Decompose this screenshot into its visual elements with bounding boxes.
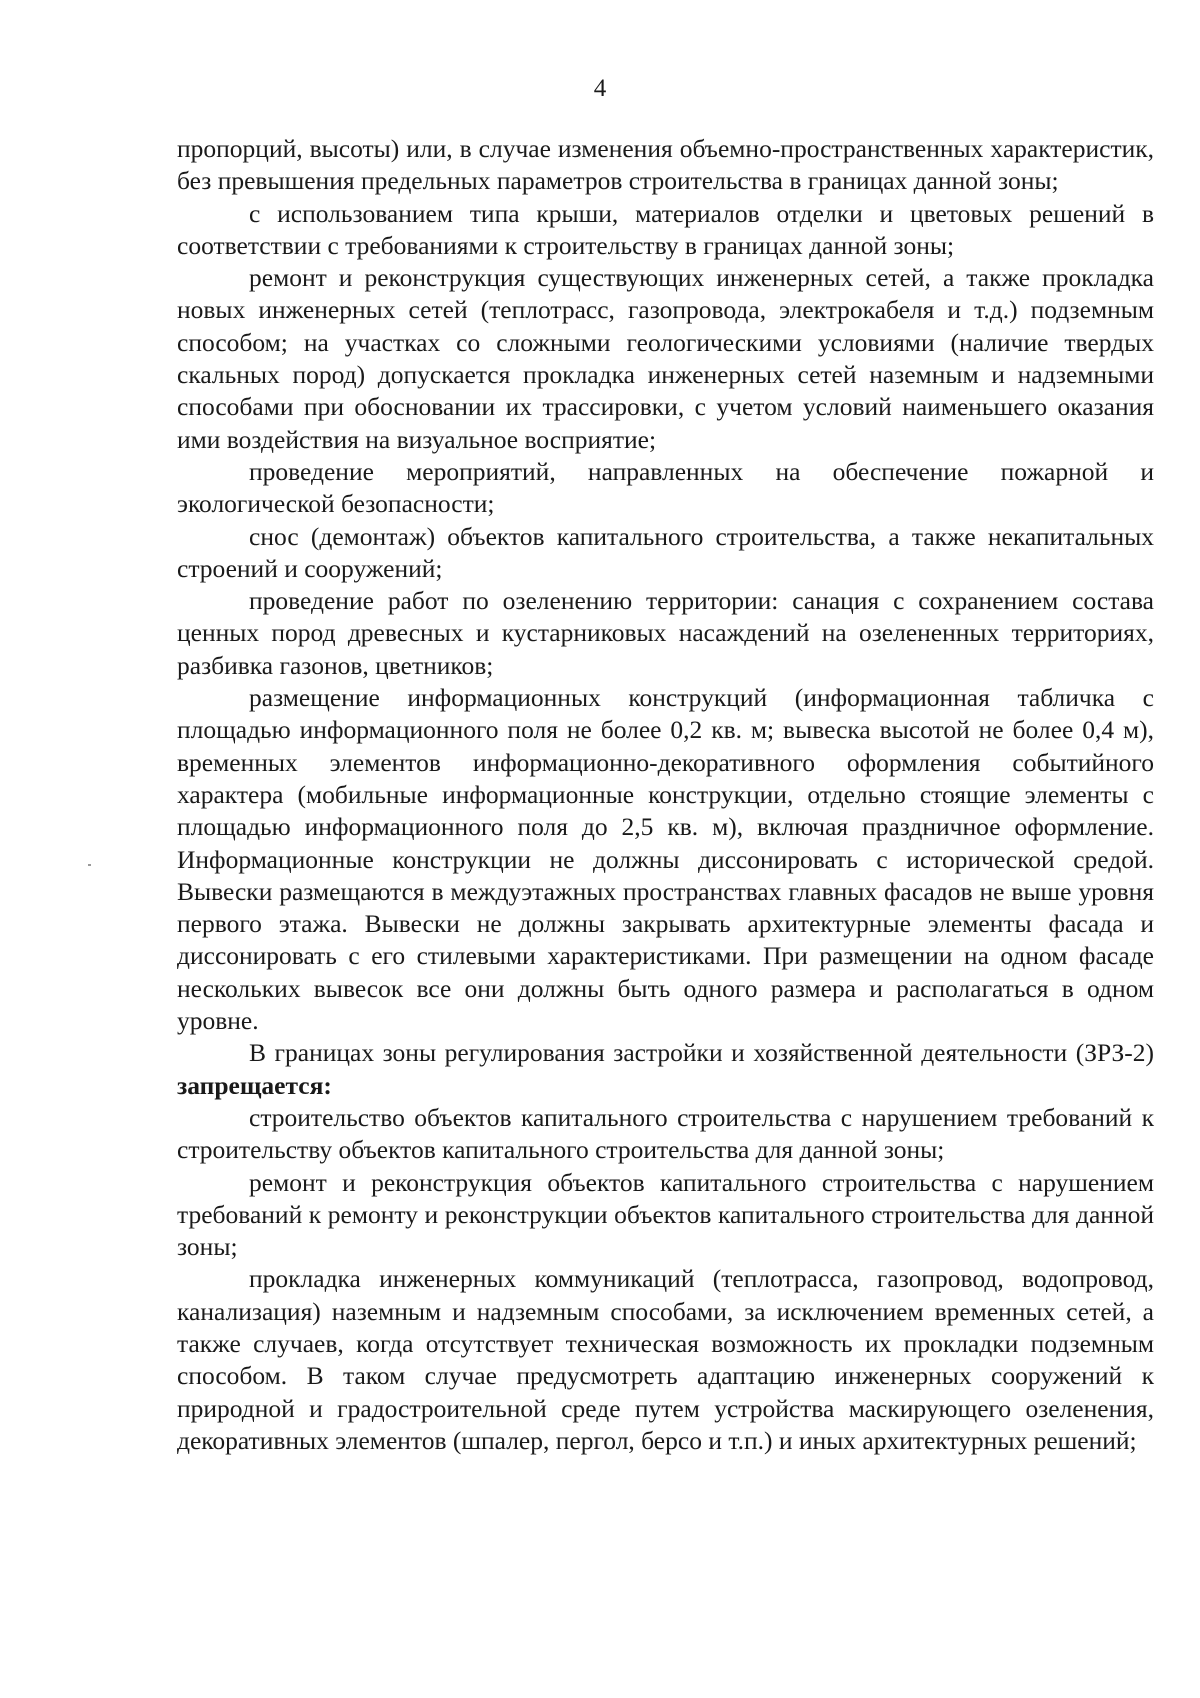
paragraph: размещение информационных конструкций (информационная табличка с площадью информационного поля не более 0,2 кв. м; вывеска высотой не более 0,4 м), временных элементов информационно-декоративного оформления событийного характера (мобильные информационные конструкции, отдельно стоящие элементы с площадью информационного поля до 2,5 кв. м), включая праздничное оформление. Информационные конструкции не должны диссонировать с исторической средой. Вывески размещаются в междуэтажных пространствах главных фасадов не выше уровня первого этажа. Вывески не должны закрывать архитектурные элементы фасада и диссонировать с его стилевыми характеристиками. При размещении на одном фасаде нескольких вывесок все они должны быть одного размера и располагаться в одном уровне. bbox=[177, 683, 1154, 1036]
paragraph-zone-heading bbox=[177, 1037, 1154, 1102]
document-body bbox=[177, 133, 1154, 1457]
paragraph: с использованием типа крыши, материалов отделки и цветовых решений в соответствии с требованиями к строительству в границах данной зоны; bbox=[177, 198, 1154, 260]
paragraph: пропорций, высоты) или, в случае изменения объемно-пространственных характеристик, без превышения предельных параметров строительства в границах данной зоны; bbox=[177, 134, 1154, 196]
paragraph-text: В границах зоны регулирования застройки и хозяйственной деятельности (ЗРЗ-2) bbox=[249, 1038, 1154, 1068]
paragraph: ремонт и реконструкция существующих инженерных сетей, а также прокладка новых инженерных сетей (теплотрасс, газопровода, электрокабеля и т.д.) подземным способом; на участках со сложными геологическими условиями (наличие твердых скальных пород) допускается прокладка инженерных сетей наземным и надземными способами при обосновании их трассировки, с учетом условий наименьшего оказания ими воздействия на визуальное восприятие; bbox=[177, 263, 1154, 454]
paragraph: строительство объектов капитального строительства с нарушением требований к строительству объектов капитального строительства для данной зоны; bbox=[177, 1102, 1154, 1165]
prohibited-label: запрещается: bbox=[177, 1070, 332, 1100]
paragraph: снос (демонтаж) объектов капитального строительства, а также некапитальных строений и сооружений; bbox=[177, 521, 1154, 583]
page-number: 4 bbox=[593, 75, 607, 102]
paragraph: проведение работ по озеленению территории: санация с сохранением состава ценных пород древесных и кустарниковых насаждений на озелененных территориях, разбивка газонов, цветников; bbox=[177, 586, 1154, 680]
paragraph: прокладка инженерных коммуникаций (теплотрасса, газопровод, водопровод, канализация) наземным и надземным способами, за исключением временных сетей, а также случаев, когда отсутствует техническая возможность их прокладки подземным способом. В таком случае предусмотреть адаптацию инженерных сооружений к природной и градостроительной среде путем устройства маскирующего озеленения, декоративных элементов (шпалер, пергол, берсо и т.п.) и иных архитектурных решений; bbox=[177, 1264, 1154, 1455]
scan-artifact bbox=[88, 864, 91, 866]
paragraph: проведение мероприятий, направленных на обеспечение пожарной и экологической безопасности; bbox=[177, 456, 1154, 519]
paragraph: ремонт и реконструкция объектов капитального строительства с нарушением требований к ремонту и реконструкции объектов капитального строительства для данной зоны; bbox=[177, 1167, 1154, 1262]
